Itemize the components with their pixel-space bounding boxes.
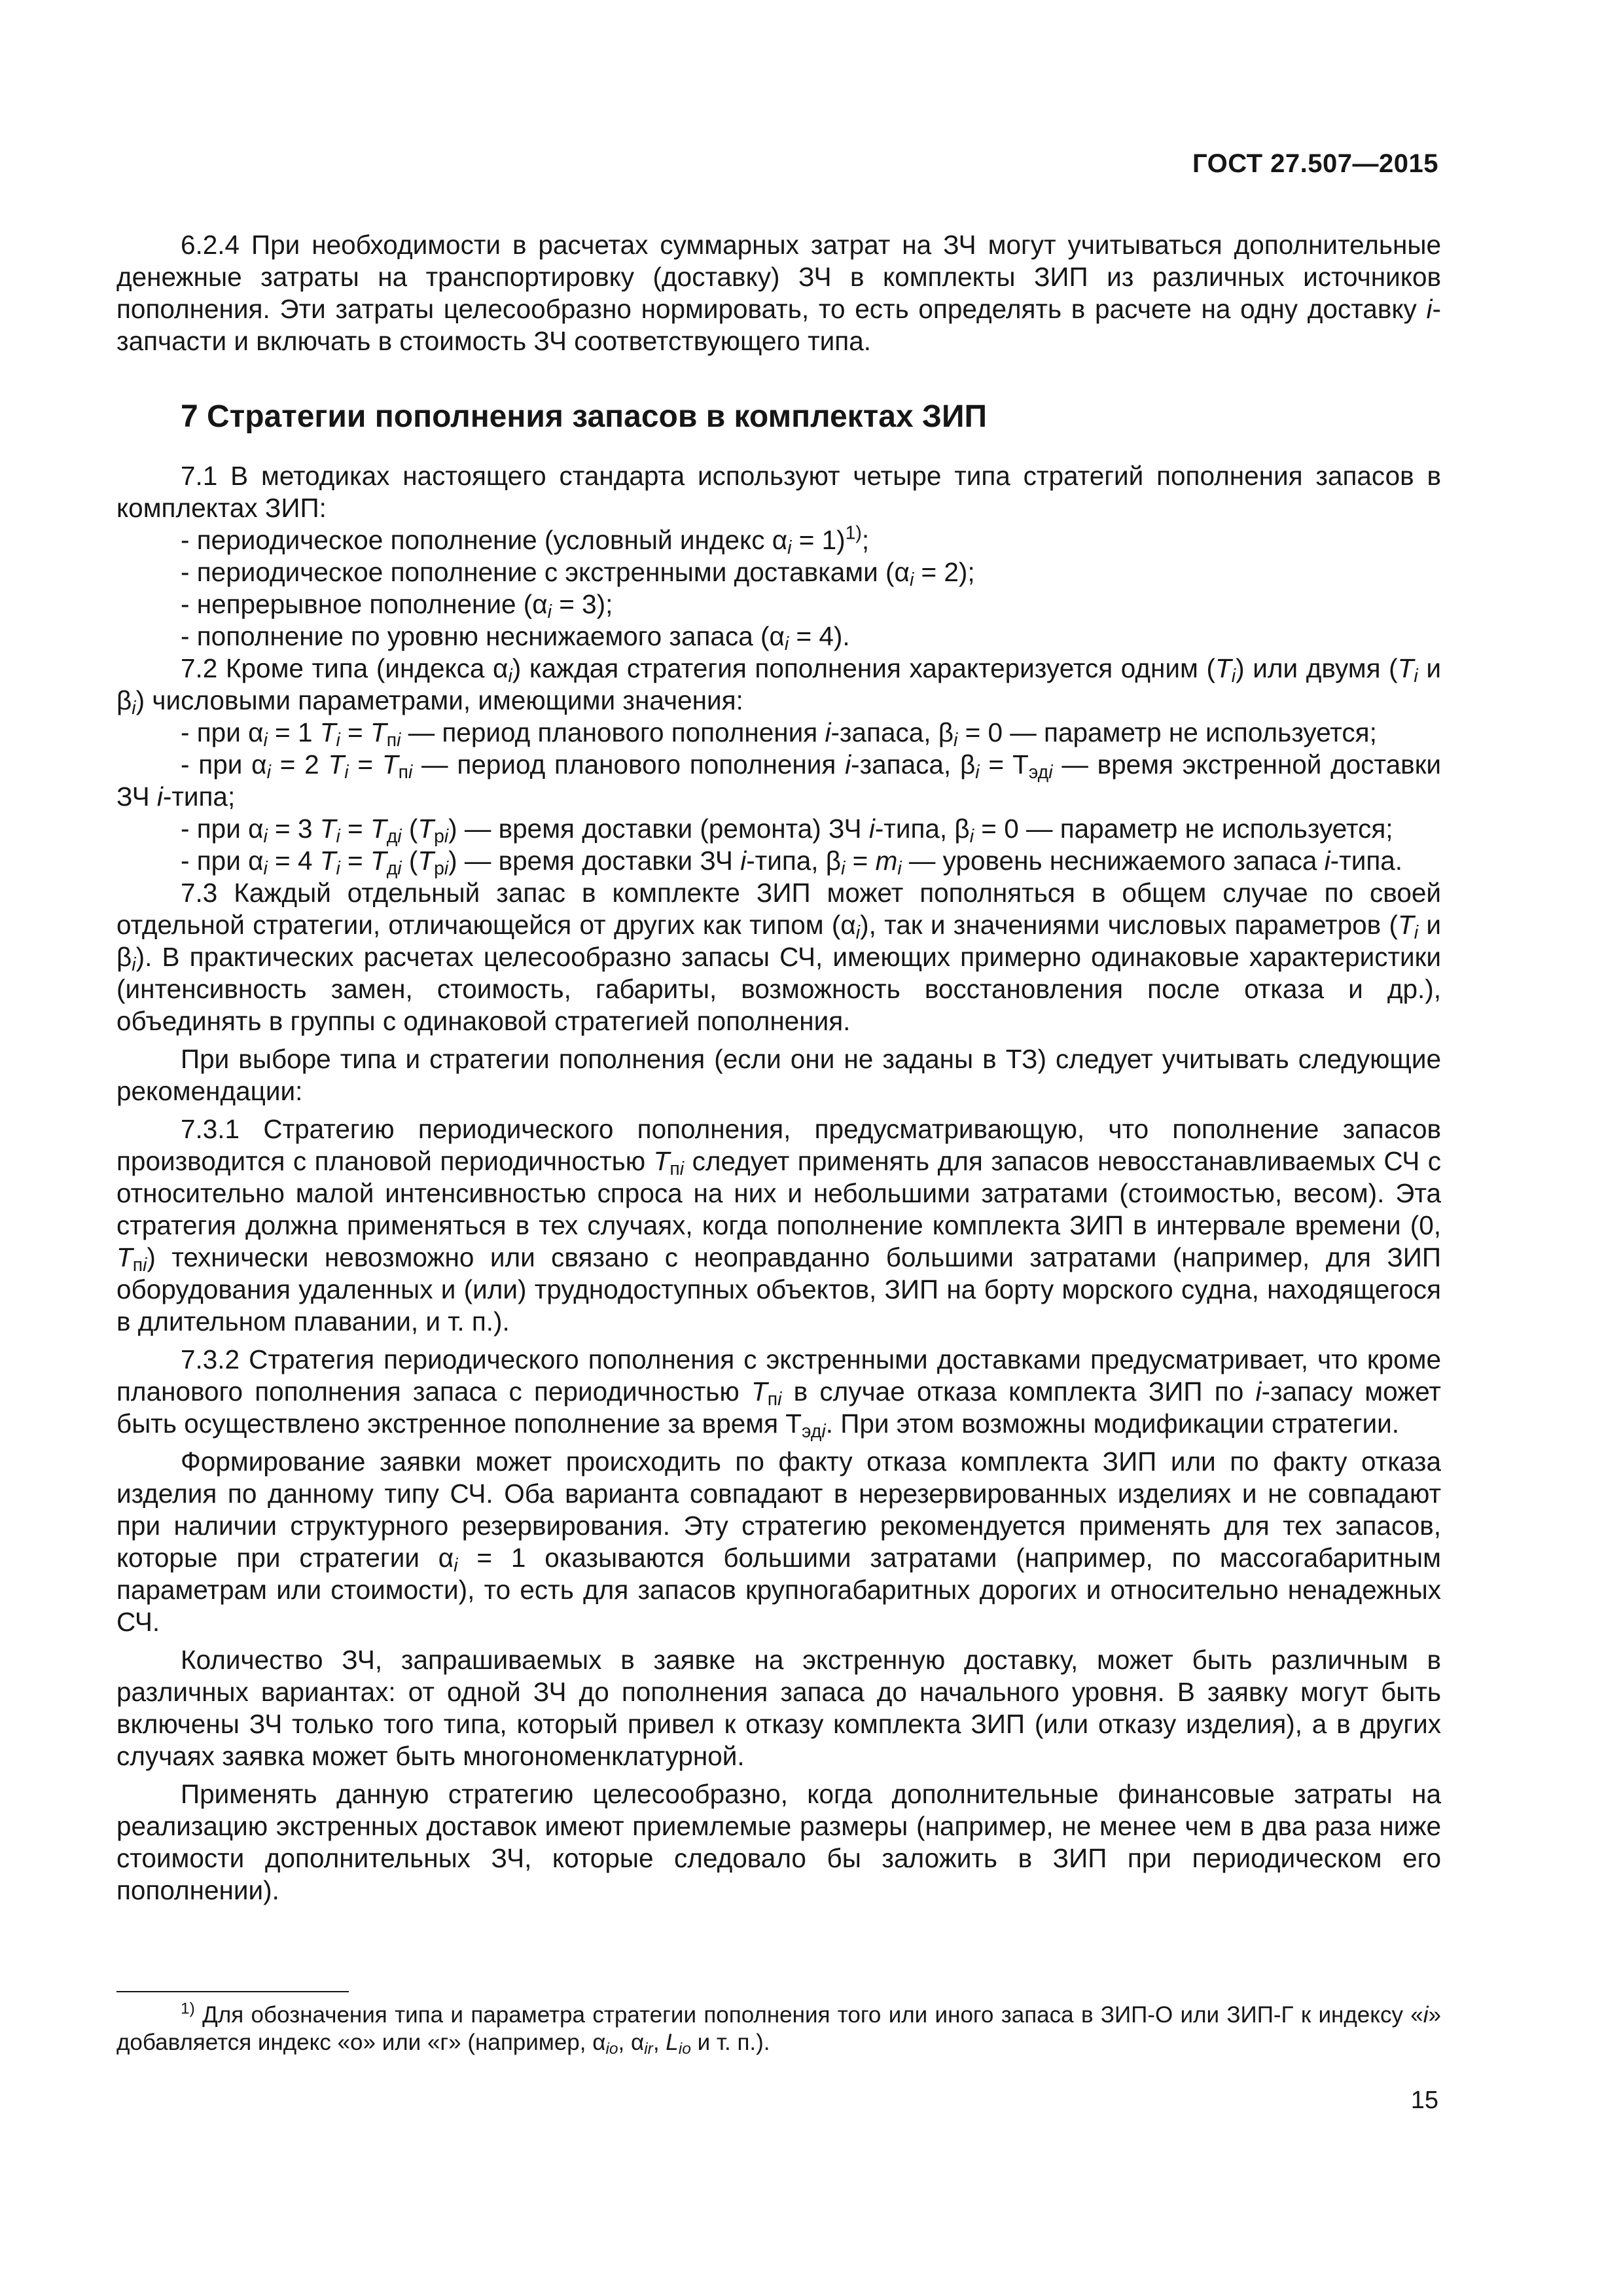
list-item: - при $\alpha_i = 4$ $T_i = T_{дi}$ $(T_{рi})$ — время доставки ЗЧ i-типа, $\beta_i = m_i$ — уровень неснижаемого запаса i-типа.	[181, 846, 1403, 880]
document-body	[116, 229, 1441, 1907]
paragraph-7-3-2: 7.3.2 Стратегия периодического пополнения с экстренными доставками предусматривает, что кроме планового пополнения запаса с периодичностью $T_{пi}$ в случае отказа комплекта ЗИП по i-запасу может быть осуществлено экстренное пополнение за время $T_{эдi}$. При этом возможны модификации стратегии.	[116, 1344, 1441, 1443]
section-heading: 7 Стратегии пополнения запасов в комплектах ЗИП	[181, 399, 987, 434]
list-item: - периодическое пополнение с экстренными доставками $(\alpha_i = 2)$;	[181, 557, 975, 591]
list-item: - при $\alpha_i = 1$ $T_i = T_{пi}$ — период планового пополнения i-запаса, $\beta_i = 0$ — параметр не используется;	[181, 717, 1377, 751]
paragraph-recommendations: При выборе типа и стратегии пополнения (если они не заданы в ТЗ) следует учитывать следующие рекомендации:	[116, 1044, 1441, 1106]
list-item: - при $\alpha_i = 2$ $T_i = T_{пi}$ — период планового пополнения i-запаса, $\beta_i = T_{эдi}$ — время экстренной доставки ЗЧ i-типа;	[116, 749, 1442, 812]
paragraph-7-3: 7.3 Каждый отдельный запас в комплекте ЗИП может пополняться в общем случае по своей отдельной стратегии, отличающейся от других как типом $(\alpha_i)$, так и значениями числовых параметров ($T_i$ и $\beta_i$). В практических расчетах целесообразно запасы СЧ, имеющих примерно одинаковые характеристики (интенсивность замен, стоимость, габариты, возможность восстановления после отказа и др.), объединять в группы с одинаковой стратегией пополнения.	[116, 878, 1441, 1036]
footnote: $^{1)}$ Для обозначения типа и параметра стратегии пополнения того или иного запаса в ЗИП-О или ЗИП-Г к индексу «i» добавляется индекс «о» или «г» (например, $\alpha_{io}$, $\alpha_{ir}$, $L_{io}$ и т. п.).	[116, 2000, 1441, 2058]
paragraph-7-2: 7.2 Кроме типа (индекса $\alpha_i$) каждая стратегия пополнения характеризуется одним $(T_i)$ или двумя ($T_i$ и $\beta_i$) числовыми параметрами, имеющими значения:	[116, 653, 1441, 719]
paragraph-6-2-4: 6.2.4 При необходимости в расчетах суммарных затрат на ЗЧ могут учитываться дополнительные денежные затраты на транспортировку (доставку) ЗЧ в комплекты ЗИП из различных источников пополнения. Эти затраты целесообразно нормировать, то есть определять в расчете на одну доставку i-запчасти и включать в стоимость ЗЧ соответствующего типа.	[116, 230, 1441, 356]
paragraph-formation: Формирование заявки может происходить по факту отказа комплекта ЗИП или по факту отказа изделия по данному типу СЧ. Оба варианта совпадают в нерезервированных изделиях и не совпадают при наличии структурного резервирования. Эту стратегию рекомендуется применять для тех запасов, которые при стратегии $\alpha_i = 1$ оказываются большими затратами (например, по массогабаритным параметрам или стоимости), то есть для запасов крупногабаритных дорогих и относительно ненадежных СЧ.	[116, 1446, 1441, 1637]
paragraph-7-1: 7.1 В методиках настоящего стандарта используют четыре типа стратегий пополнения запасов в комплектах ЗИП:	[116, 461, 1441, 523]
list-item: - непрерывное пополнение $(\alpha_i = 3)$;	[181, 589, 613, 623]
document-code: ГОСТ 27.507—2015	[1192, 149, 1438, 178]
paragraph-7-3-1: 7.3.1 Стратегию периодического пополнения, предусматривающую, что пополнение запасов производится с плановой периодичностью $T_{пi}$ следует применять для запасов невосстанавливаемых СЧ с относительно малой интенсивностью спроса на них и небольшими затратами (стоимостью, весом). Эта стратегия должна применяться в тех случаях, когда пополнение комплекта ЗИП в интервале времени (0, $T_{пi}$) технически невозможно или связано с неоправданно большими затратами (например, для ЗИП оборудования удаленных и (или) труднодоступных объектов, ЗИП на борту морского судна, находящегося в длительном плавании, и т. п.).	[116, 1114, 1441, 1336]
paragraph-quantity: Количество ЗЧ, запрашиваемых в заявке на экстренную доставку, может быть различным в различных вариантах: от одной ЗЧ до пополнения запаса до начального уровня. В заявку могут быть включены ЗЧ только того типа, который привел к отказу комплекта ЗИП (или отказу изделия), а в других случаях заявка может быть многономенклатурной.	[116, 1645, 1441, 1771]
list-item: - пополнение по уровню неснижаемого запаса $(\alpha_i = 4)$.	[181, 621, 850, 655]
paragraph-apply: Применять данную стратегию целесообразно, когда дополнительные финансовые затраты на реализацию экстренных доставок имеют приемлемые размеры (например, не менее чем в два раза ниже стоимости дополнительных ЗЧ, которые следовало бы заложить в ЗИП при периодическом его пополнении).	[116, 1779, 1441, 1905]
page-number: 15	[1410, 2087, 1438, 2114]
footnote-separator	[116, 1991, 349, 1992]
list-item: - периодическое пополнение (условный индекс $\alpha_i = 1)^{1)}$;	[181, 522, 870, 559]
list-item: - при $\alpha_i = 3$ $T_i = T_{дi}$ $(T_{рi})$ — время доставки (ремонта) ЗЧ i-типа, $\beta_i = 0$ — параметр не используется;	[181, 814, 1393, 848]
